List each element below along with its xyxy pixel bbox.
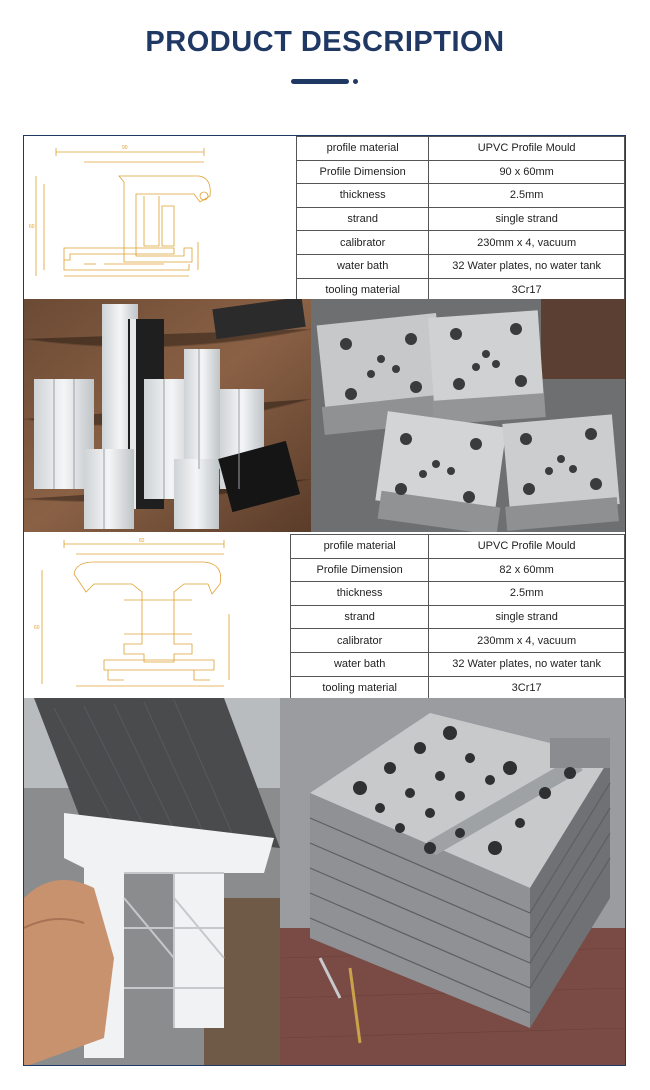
spec-label: thickness [297,184,429,208]
product-frame [23,135,626,1066]
table-row [291,676,625,700]
mould-assembly-photo [280,698,625,1066]
svg-text:60: 60 [34,625,40,631]
table-row [297,207,625,231]
spec-label: Profile Dimension [291,558,429,582]
spec-label: profile material [291,535,429,559]
profile-in-hand-photo [24,698,280,1066]
spec-value: 230mm x 4, vacuum [429,629,625,653]
profile-drawing-1 [24,136,296,299]
spec-value: single strand [429,605,625,629]
spec-value: 32 Water plates, no water tank [429,254,625,278]
title-dot [353,79,358,84]
spec-value: 3Cr17 [429,278,625,302]
svg-text:60: 60 [29,224,35,230]
spec-value: 2.5mm [429,582,625,606]
spec-label: water bath [291,652,429,676]
spec-label: tooling material [291,676,429,700]
table-row [291,652,625,676]
spec-block-2 [24,534,625,697]
spec-label: thickness [291,582,429,606]
spec-table-2 [290,534,625,700]
table-row [297,184,625,208]
spec-label: water bath [297,254,429,278]
spec-label: calibrator [291,629,429,653]
table-row [291,582,625,606]
spec-value: UPVC Profile Mould [429,137,625,161]
spec-value: 90 x 60mm [429,160,625,184]
title-underline [291,79,349,84]
spec-block-1 [24,136,625,299]
table-row [291,535,625,559]
table-row [291,605,625,629]
spec-label: strand [297,207,429,231]
spec-value: single strand [429,207,625,231]
spec-value: 2.5mm [429,184,625,208]
spec-table-1 [296,136,625,302]
table-row [291,558,625,582]
table-row [297,254,625,278]
profile-samples-photo [24,299,311,532]
spec-value: 82 x 60mm [429,558,625,582]
spec-label: tooling material [297,278,429,302]
svg-text:82: 82 [139,538,145,544]
table-row [297,231,625,255]
spec-label: calibrator [297,231,429,255]
table-row [291,629,625,653]
spec-value: UPVC Profile Mould [429,535,625,559]
spec-value: 3Cr17 [429,676,625,700]
spec-label: strand [291,605,429,629]
svg-text:90: 90 [122,145,128,151]
spec-label: profile material [297,137,429,161]
spec-value: 230mm x 4, vacuum [429,231,625,255]
page-title: PRODUCT DESCRIPTION [145,26,505,58]
spec-label: Profile Dimension [297,160,429,184]
table-row [297,160,625,184]
table-row [297,137,625,161]
spec-value: 32 Water plates, no water tank [429,652,625,676]
mould-plates-photo [311,299,625,532]
profile-drawing-2 [24,534,290,697]
